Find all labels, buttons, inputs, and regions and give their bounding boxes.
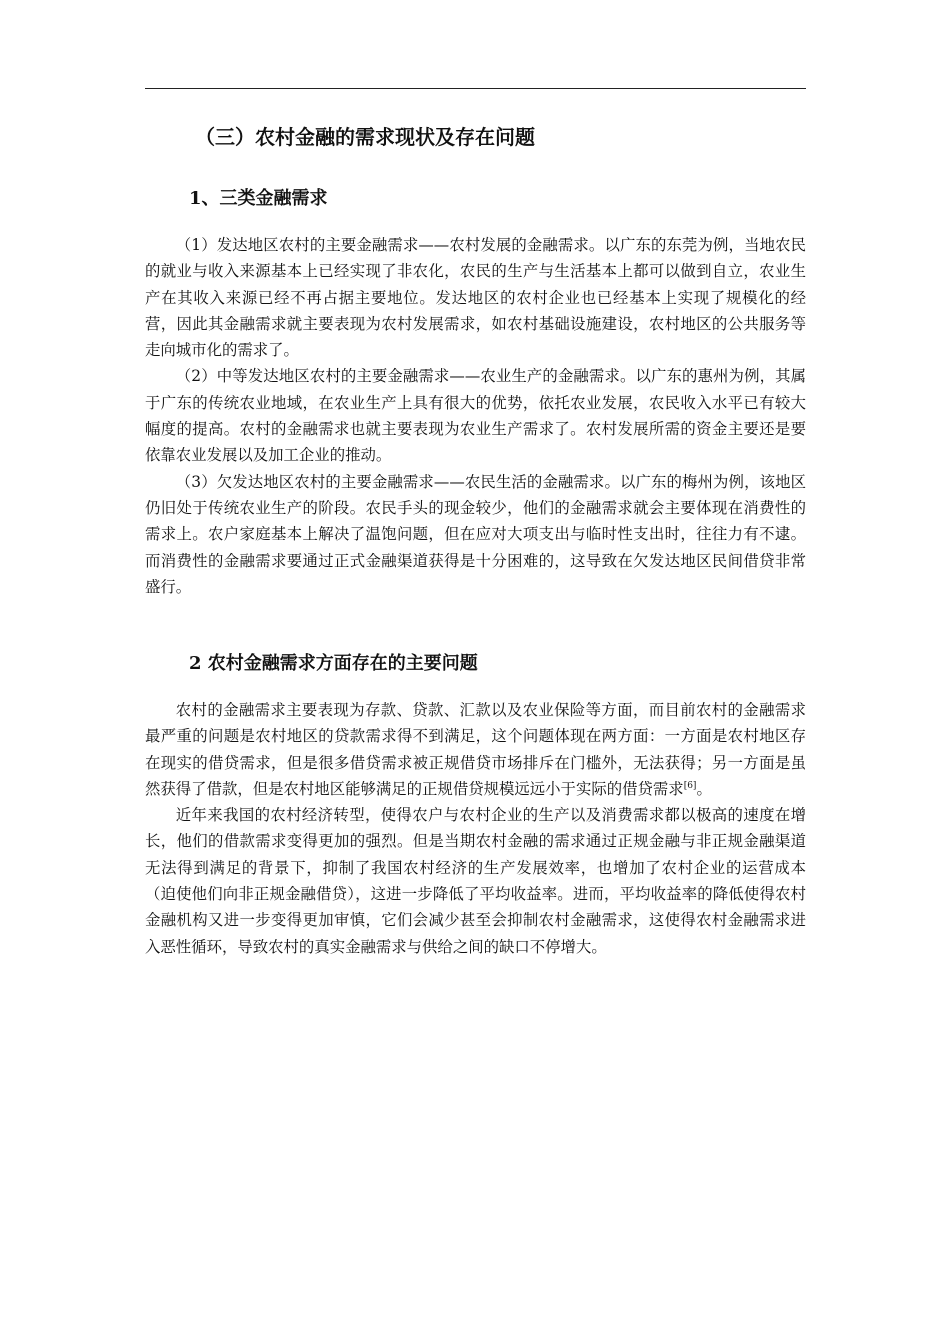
problems-block <box>145 697 806 960</box>
paragraph-loan-demand-text: 农村的金融需求主要表现为存款、贷款、汇款以及农业保险等方面，而目前农村的金融需求最严重的问题是农村地区的贷款需求得不到满足，这个问题体现在两方面：一方面是农村地区存在现实的借贷需求，但是很多借贷需求被正规借贷市场排斥在门槛外，无法获得；另一方面是虽然获得了借款，但是农村地区能够满足的正规借贷规模远远小于实际的借贷需求 <box>145 701 806 798</box>
paragraph-developed-areas: （1）发达地区农村的主要金融需求——农村发展的金融需求。以广东的东莞为例，当地农民的就业与收入来源基本上已经实现了非农化，农民的生产与生活基本上都可以做到自立，农业生产在其收入来源已经不再占据主要地位。发达地区的农村企业也已经基本上实现了规模化的经营，因此其金融需求就主要表现为农村发展需求，如农村基础设施建设，农村地区的公共服务等走向城市化的需求了。 <box>145 236 806 360</box>
paragraph-medium-developed-areas: （2）中等发达地区农村的主要金融需求——农业生产的金融需求。以广东的惠州为例，其属于广东的传统农业地域，在农业生产上具有很大的优势，依托农业发展，农民收入水平已有较大幅度的提高。农村的金融需求也就主要表现为农业生产需求了。农村发展所需的资金主要还是要依靠农业发展以及加工企业的推动。 <box>145 367 806 465</box>
paragraph-loan-demand-end: 。 <box>696 779 712 798</box>
section-title: （三）农村金融的需求现状及存在问题 <box>195 125 535 149</box>
paragraph-vicious-cycle: 近年来我国的农村经济转型，使得农户与农村企业的生产以及消费需求都以极高的速度在增长，他们的借款需求变得更加的强烈。但是当期农村金融的需求通过正规金融与非正规金融渠道无法得到满足的背景下，抑制了我国农村经济的生产发展效率，也增加了农村企业的运营成本（迫使他们向非正规金融借贷），这进一步降低了平均收益率。进而，平均收益率的降低使得农村金融机构又进一步变得更加审慎，它们会减少甚至会抑制农村金融需求，这使得农村金融需求进入恶性循环，导致农村的真实金融需求与供给之间的缺口不停增大。 <box>145 806 806 956</box>
heading-three-types-demand: 1、三类金融需求 <box>189 188 328 209</box>
citation-reference: [6] <box>683 780 697 791</box>
header-rule <box>145 88 806 89</box>
heading-main-problems: 2 农村金融需求方面存在的主要问题 <box>189 653 478 674</box>
paragraph-underdeveloped-areas: （3）欠发达地区农村的主要金融需求——农民生活的金融需求。以广东的梅州为例，该地区仍旧处于传统农业生产的阶段。农民手头的现金较少，他们的金融需求就会主要体现在消费性的需求上。农户家庭基本上解决了温饱问题，但在应对大项支出与临时性支出时，往往力有不逮。而消费性的金融需求要通过正式金融渠道获得是十分困难的，这导致在欠发达地区民间借贷非常盛行。 <box>145 472 806 596</box>
demand-types-block <box>145 232 806 600</box>
paragraph-loan-demand-problem <box>145 697 806 802</box>
